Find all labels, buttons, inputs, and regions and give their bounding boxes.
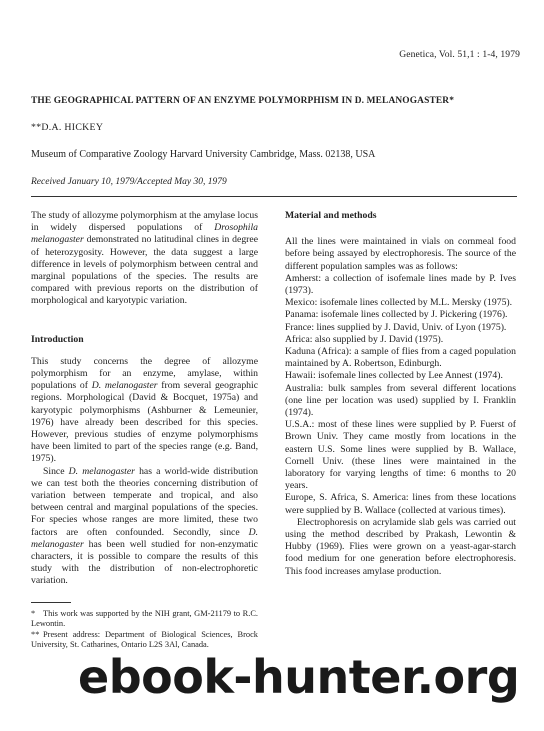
received-dates: Received January 10, 1979/Accepted May 30, 1979 xyxy=(31,177,227,187)
source-item: U.S.A.: most of these lines were supplied by P. Fuerst of Brown Univ. They came mostly from locations in the eastern U.S. Some lines were supplied by B. Wallace, Cornell Univ. (these lines were maintained in the laboratory for varying lengths of time: 6 months to 20 years. xyxy=(285,419,516,492)
introduction-paragraph-1: This study concerns the degree of allozyme polymorphism for an enzyme, amylase, within populations of D. melanogaster from several geographic regions. Morphological (David & Bocquet, 1975a) and karyotypic polymorphisms (Ashburner & Lemeunier, 1976) have already been described for this species. However, previous studies of enzyme polymorphisms have been limited to part of the species range (e.g. Band, 1975). xyxy=(31,355,259,465)
footnote-funding: * This work was supported by the NIH grant, GM-21179 to R.C. Lewontin. xyxy=(31,608,258,629)
right-column xyxy=(285,210,516,578)
source-item: Mexico: isofemale lines collected by M.L. Mersky (1975). xyxy=(285,297,513,309)
footnote-rule xyxy=(31,602,71,603)
footnote-address: ** Present address: Department of Biological Sciences, Brock University, St. Catharines, Ontario L2S 3Al, Canada. xyxy=(31,629,258,650)
article-title: THE GEOGRAPHICAL PATTERN OF AN ENZYME POLYMORPHISM IN D. MELANOGASTER* xyxy=(31,96,455,106)
source-item: Hawaii: isofemale lines collected by Lee Annest (1974). xyxy=(285,370,503,382)
methods-intro: All the lines were maintained in vials on cornmeal food before being assayed by electrophoresis. The source of the different population samples was as follows: xyxy=(285,236,516,272)
source-item: Kaduna (Africa): a sample of flies from a caged population maintained by A. Robertson, Edinburgh. xyxy=(285,346,516,370)
source-item: Panama: isofemale lines collected by J. Pickering (1976). xyxy=(285,309,508,321)
source-item: Amherst: a collection of isofemale lines made by P. Ives (1973). xyxy=(285,272,516,297)
journal-citation: Genetica, Vol. 51,1 : 1-4, 1979 xyxy=(399,49,520,60)
left-column xyxy=(31,210,258,651)
affiliation: Museum of Comparative Zoology Harvard University Cambridge, Mass. 02138, USA xyxy=(31,149,376,160)
source-item: France: lines supplied by J. David, Univ. of Lyon (1975). xyxy=(285,321,507,333)
source-item: Australia: bulk samples from several different locations (one line per location was used) supplied by I. Franklin (1974). xyxy=(285,382,516,419)
methods-heading: Material and methods xyxy=(285,210,377,221)
source-item: Africa: also supplied by J. David (1975). xyxy=(285,333,444,345)
electrophoresis-paragraph: Electrophoresis on acrylamide slab gels was carried out using the method described by Prakash, Lewontin & Hubby (1969). Flies were grown on a yeast-agar-starch food medium for one generation before electrophoresis. This food increases amylase production. xyxy=(285,516,516,577)
introduction-paragraph-2: Since D. melanogaster has a world-wide distribution we can test both the theories concerning distribution of variation between temperate and tropical, and also between central and marginal populations of the species. For species whose ranges are more limited, these two factors are often confounded. Secondly, since D. melanogaster has been well studied for non-enzymatic characters, it is possible to compare the results of this study with the distribution of non-electrophoretic variation. xyxy=(31,465,259,587)
author-line: **D.A. HICKEY xyxy=(31,122,104,133)
header-rule xyxy=(31,196,517,197)
abstract: The study of allozyme polymorphism at the amylase locus in widely dispersed populations of Drosophila melanogaster demonstrated no latitudinal clines in degree of heterozygosity. However, the data suggest a large difference in levels of polymorphism between central and marginal populations of the species. The results are compared with previous reports on the distribution of morphological and karyotypic variation. xyxy=(31,210,258,307)
source-item: Europe, S. Africa, S. America: lines from these locations were supplied by B. Wallace (collected at various times). xyxy=(285,492,516,516)
introduction-heading: Introduction xyxy=(31,333,84,345)
watermark-logo: ebook-hunter.org xyxy=(78,650,520,704)
